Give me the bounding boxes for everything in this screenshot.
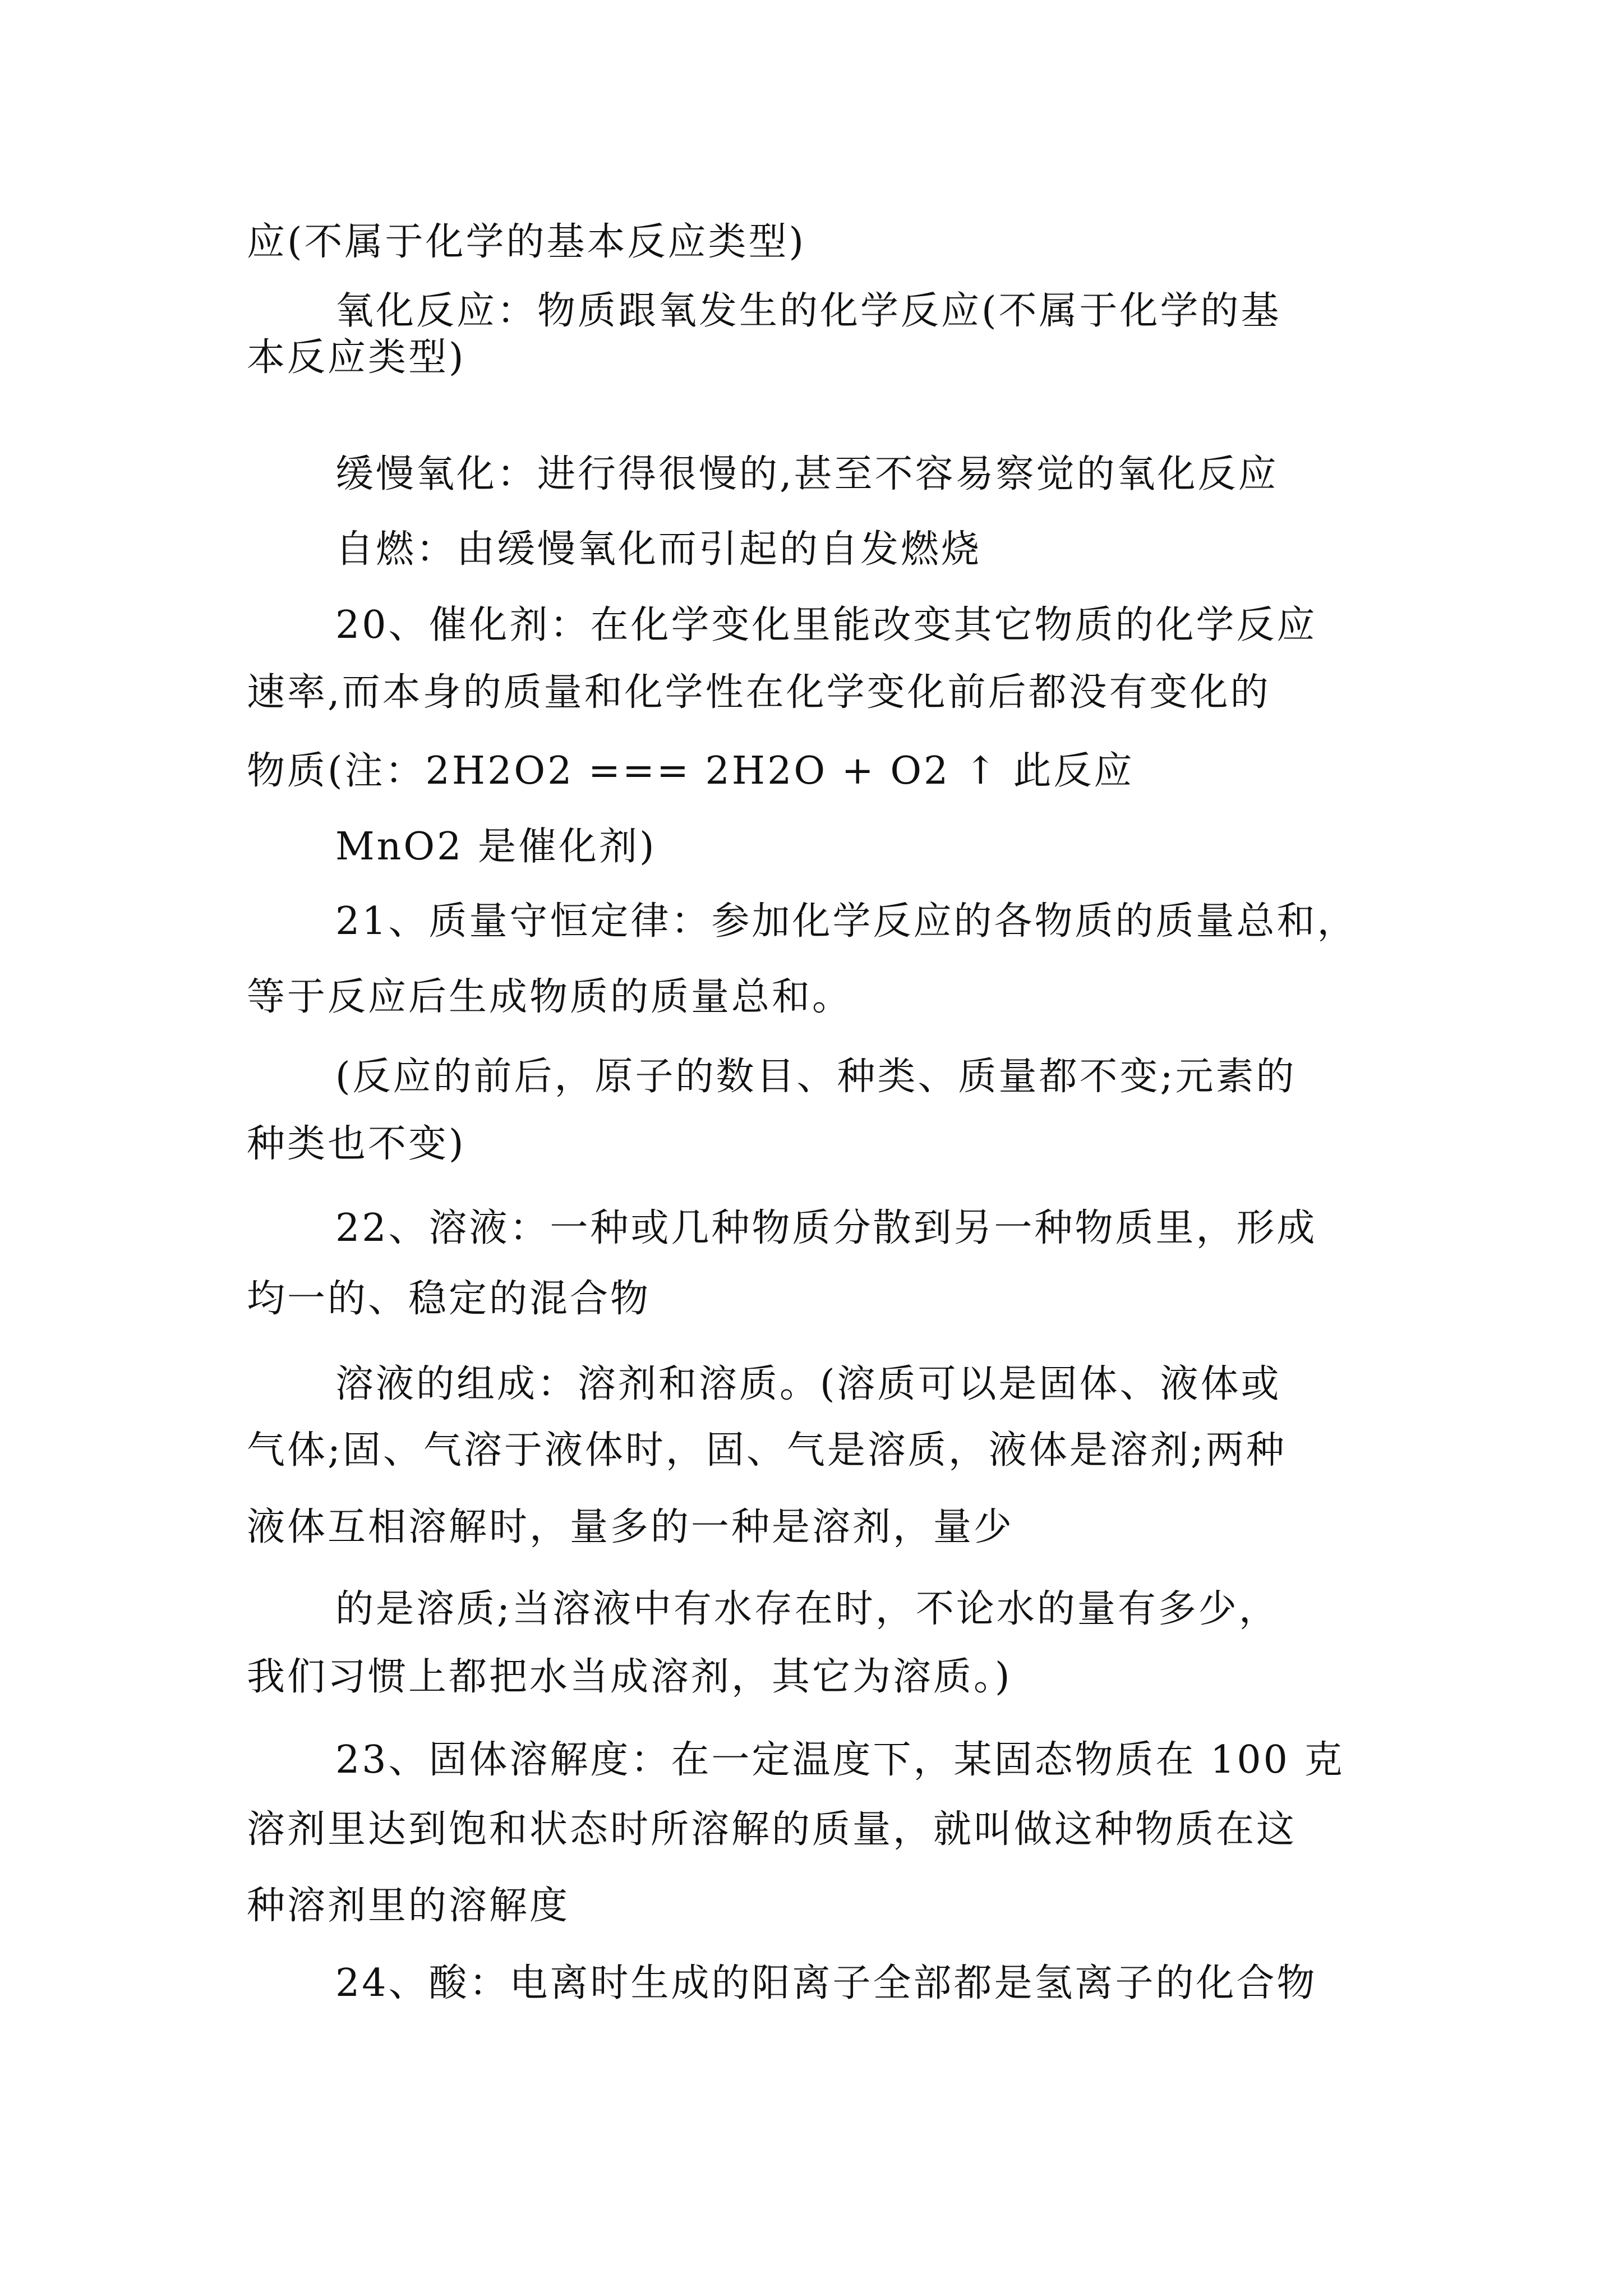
- text-line: 氧化反应：物质跟氧发生的化学反应(不属于化学的基: [335, 289, 1281, 333]
- text-line: 应(不属于化学的基本反应类型): [247, 220, 806, 264]
- text-line: 液体互相溶解时，量多的一种是溶剂，量少: [247, 1505, 1015, 1549]
- text-line: (反应的前后，原子的数目、种类、质量都不变;元素的: [335, 1055, 1297, 1099]
- text-line: 本反应类型): [247, 335, 466, 380]
- text-line: 的是溶质;当溶液中有水存在时，不论水的量有多少，: [335, 1587, 1279, 1631]
- text-line: 等于反应后生成物质的质量总和。: [247, 975, 853, 1019]
- text-line: 种类也不变): [247, 1122, 466, 1166]
- text-line: 22、溶液：一种或几种物质分散到另一种物质里，形成: [335, 1206, 1317, 1250]
- text-line: 物质(注：2H2O2 === 2H2O + O2 ↑ 此反应: [247, 749, 1135, 793]
- text-line: 溶液的组成：溶剂和溶质。(溶质可以是固体、液体或: [335, 1362, 1281, 1406]
- text-line: 溶剂里达到饱和状态时所溶解的质量，就叫做这种物质在这: [247, 1807, 1297, 1852]
- text-line: 均一的、稳定的混合物: [247, 1277, 651, 1321]
- text-line: 种溶剂里的溶解度: [247, 1884, 570, 1928]
- text-line: 缓慢氧化：进行得很慢的,甚至不容易察觉的氧化反应: [335, 452, 1279, 496]
- text-line: MnO2 是催化剂): [335, 825, 657, 869]
- text-line: 自燃：由缓慢氧化而引起的自发燃烧: [335, 527, 982, 572]
- text-line: 24、酸：电离时生成的阳离子全部都是氢离子的化合物: [335, 1961, 1317, 2005]
- text-line: 21、质量守恒定律：参加化学反应的各物质的质量总和，: [335, 899, 1358, 944]
- text-line: 20、催化剂：在化学变化里能改变其它物质的化学反应: [335, 603, 1317, 647]
- text-line: 速率,而本身的质量和化学性在化学变化前后都没有变化的: [247, 670, 1271, 715]
- text-line: 我们习惯上都把水当成溶剂，其它为溶质。): [247, 1655, 1012, 1699]
- text-line: 气体;固、气溶于液体时，固、气是溶质，液体是溶剂;两种: [247, 1428, 1287, 1473]
- text-line: 23、固体溶解度：在一定温度下，某固态物质在 100 克: [335, 1738, 1345, 1782]
